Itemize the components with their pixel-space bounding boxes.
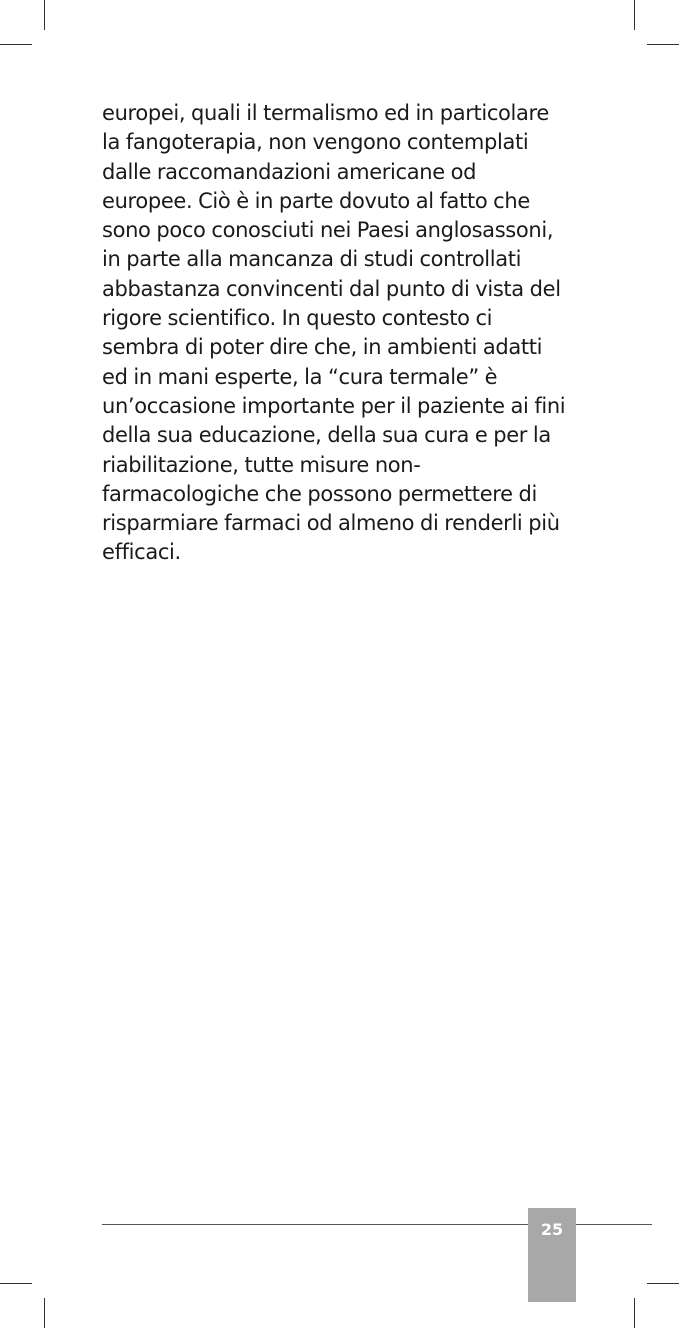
- crop-mark-top-left-vertical: [44, 0, 45, 30]
- text-line: dalle raccomandazioni americane od: [102, 159, 477, 184]
- text-line: rigore scientifico. In questo contesto ci: [102, 306, 493, 331]
- text-line: della sua educazione, della sua cura e per la: [102, 423, 551, 448]
- text-line: ed in mani esperte, la “cura termale” è: [102, 364, 498, 389]
- crop-mark-bottom-right-horizontal: [647, 1283, 679, 1284]
- text-line: in parte alla mancanza di studi controllati: [102, 247, 522, 272]
- page-number: 25: [540, 1220, 564, 1239]
- text-line: risparmiare farmaci od almeno di renderli più: [102, 511, 560, 536]
- crop-mark-bottom-right-vertical: [634, 1298, 635, 1328]
- text-line: europei, quali il termalismo ed in particolare: [102, 101, 549, 125]
- text-line: abbastanza convincenti dal punto di vista del: [102, 276, 561, 301]
- text-line: un’occasione importante per il paziente ai fini: [102, 393, 566, 418]
- crop-mark-bottom-left-horizontal: [0, 1283, 32, 1284]
- text-line: sono poco conosciuti nei Paesi anglosassoni,: [102, 218, 554, 243]
- crop-mark-bottom-left-vertical: [44, 1298, 45, 1328]
- text-line: efficaci.: [102, 540, 181, 565]
- body-paragraph: [102, 99, 582, 568]
- text-line: sembra di poter dire che, in ambienti adatti: [102, 335, 543, 360]
- crop-mark-top-left-horizontal: [0, 44, 32, 45]
- crop-mark-top-right-horizontal: [647, 44, 679, 45]
- text-line: riabilitazione, tutte misure non-: [102, 452, 421, 477]
- crop-mark-top-right-vertical: [634, 0, 635, 30]
- text-line: la fangoterapia, non vengono contemplati: [102, 130, 529, 155]
- text-line: farmacologiche che possono permettere di: [102, 481, 537, 506]
- text-line: europee. Ciò è in parte dovuto al fatto che: [102, 188, 530, 213]
